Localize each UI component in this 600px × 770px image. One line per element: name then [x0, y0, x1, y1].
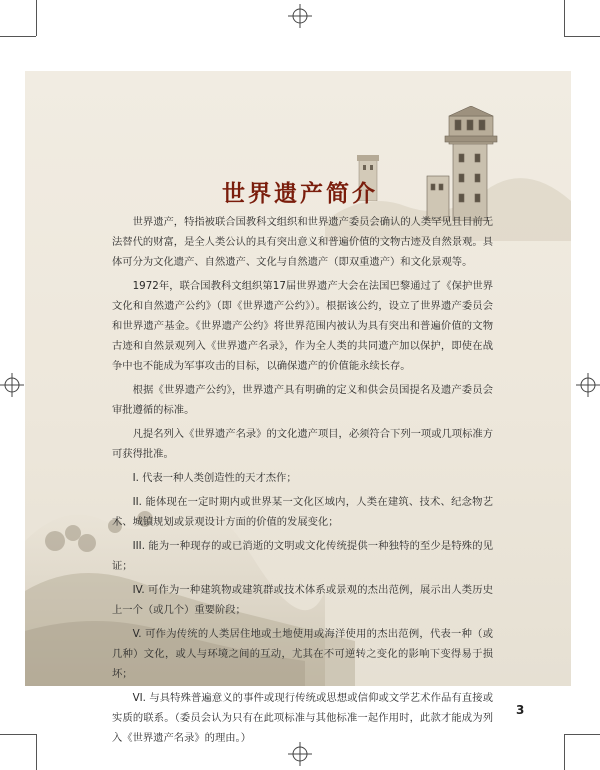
criteria-item: IV. 可作为一种建筑物或建筑群或技术体系或景观的杰出范例，展示出人类历史上一个（或几个）重要阶段；: [112, 584, 493, 616]
criteria-item: V. 可作为传统的人类居住地或土地使用或海洋使用的杰出范例，代表一种（或几种）文化，或人与环境之间的互动，尤其在不可逆转之变化的影响下变得易于损坏；: [112, 628, 493, 680]
paragraph: 凡提名列入《世界遗产名录》的文化遗产项目，必须符合下列一项或几项标准方可获得批准。: [112, 428, 493, 460]
criteria-item: II. 能体现在一定时期内或世界某一文化区域内，人类在建筑、技术、纪念物艺术、城镇规划或景观设计方面的价值的发展变化；: [112, 496, 493, 528]
page-number: 3: [516, 703, 525, 717]
criteria-item: III. 能为一种现存的或已消逝的文明或文化传统提供一种独特的至少是特殊的见证；: [112, 540, 493, 572]
registration-mark-icon: [576, 373, 600, 397]
article-body: [112, 212, 493, 752]
paragraph: 世界遗产，特指被联合国教科文组织和世界遗产委员会确认的人类罕见且目前无法替代的财富，是全人类公认的具有突出意义和普遍价值的文物古迹及自然景观。具体可分为文化遗产、自然遗产、文化与自然遗产（即双重遗产）和文化景观等。: [112, 216, 493, 268]
page-title: 世界遗产简介: [222, 180, 378, 207]
criteria-item: VI. 与具特殊普遍意义的事件或现行传统或思想或信仰或文学艺术作品有直接或实质的联系。（委员会认为只有在此项标准与其他标准一起作用时，此款才能成为列入《世界遗产名录》的理由。）: [112, 692, 493, 744]
registration-mark-icon: [288, 4, 312, 28]
paragraph: 1972年，联合国教科文组织第17届世界遗产大会在法国巴黎通过了《保护世界文化和自然遗产公约》（即《世界遗产公约》）。根据该公约，设立了世界遗产委员会和世界遗产基金。《世界遗产公约》将世界范围内被认为具有突出和普遍价值的文物古迹和自然景观列入《世界遗产名录》，作为全人类的共同遗产加以保护，即使在战争中也不能成为军事攻击的目标，以确保遗产的价值能永续长存。: [112, 280, 493, 372]
registration-mark-icon: [0, 373, 24, 397]
criteria-item: I. 代表一种人类创造性的天才杰作；: [132, 472, 297, 484]
paragraph: 根据《世界遗产公约》，世界遗产具有明确的定义和供会员国提名及遗产委员会审批遵循的标准。: [112, 384, 493, 416]
